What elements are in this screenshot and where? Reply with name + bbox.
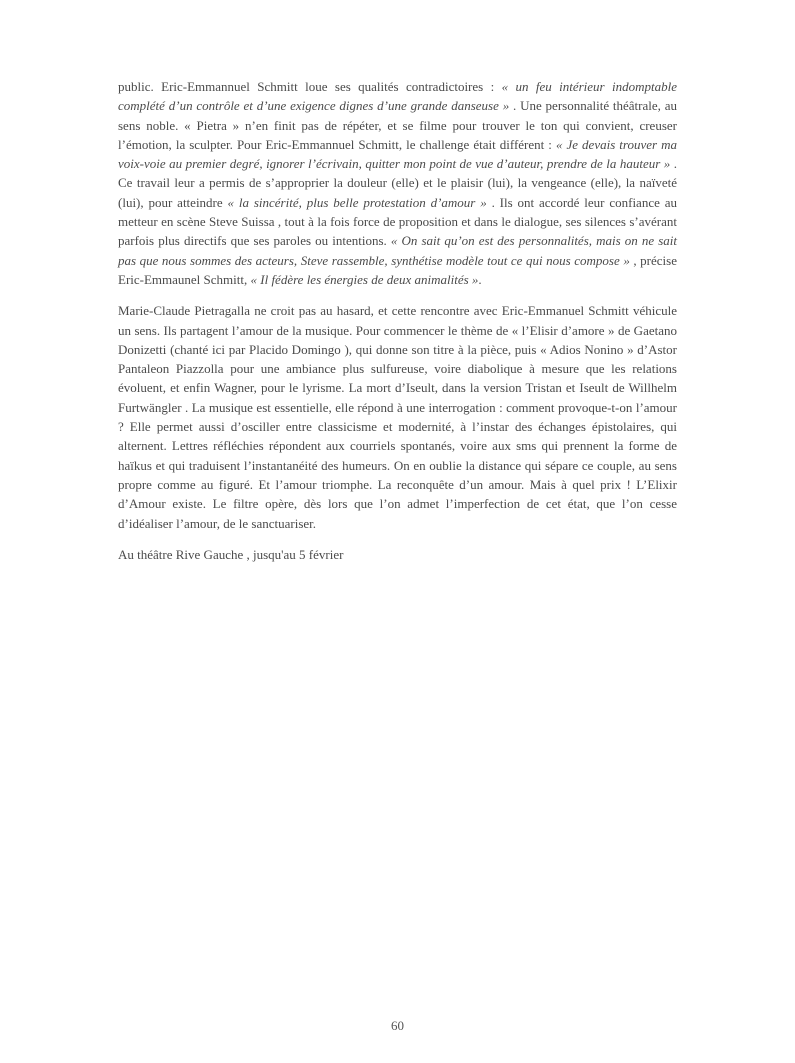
p1-text-2: . Une personnalité théâtrale, au sens noble. « Pietra » n’en finit pas de répéter, et se filme pour trouver le ton qui convient, creuser l’émotion, la sculpter. Pour Eric-Emmannuel Schmitt, le challenge était différent : — [118, 98, 677, 152]
p1-text-1: public. Eric-Emmannuel Schmitt loue ses qualités contradictoires : — [118, 79, 502, 94]
p1-text-3: . Ce travail leur a permis de s’approprier la douleur (elle) et le plaisir (lui), la vengeance (elle), la naïveté (lui), pour atteindre — [118, 156, 678, 210]
p1-quote-1: « un feu intérieur indomptable complété d’un contrôle et d’une exigence dignes d’une grande danseuse » — [118, 79, 677, 114]
page-number: 60 — [391, 1018, 404, 1033]
p1-text-5: , précise Eric-Emmaunel Schmitt, — [118, 252, 677, 287]
document-page — [118, 77, 677, 564]
paragraph-2: Marie-Claude Pietragalla ne croit pas au hasard, et cette rencontre avec Eric-Emmanuel Schmitt véhicule un sens. Ils partagent l’amour de la musique. Pour commencer le thème de « l’Elisir d’amore » de Gaetano Donizetti (chanté ici par Placido Domingo ), qui donne son titre à la pièce, puis « Adios Nonino » d’Astor Pantaleon Piazzolla pour une ambiance plus sulfureuse, voire diabolique à mesure que les relations évoluent, et enfin Wagner, pour le lyrisme. La mort d’Iseult, dans la version Tristan et Iseult de Willhelm Furtwängler . La musique est essentielle, elle répond à une interrogation : comment provoque-t-on l’amour ? Elle permet aussi d’osciller entre classicisme et modernité, à l’instar des échanges épistolaires, qui alternent. Lettres réfléchies répondent aux courriels spontanés, voire aux sms qui prennent la forme de haïkus et qui traduisent l’instantanéité des humeurs. On en oublie la distance qui sépare ce couple, au sens propre comme au figuré. Et l’amour triomphe. La reconquête d’un amour. Mais à quel prix ! L’Elixir d’Amour existe. Le filtre opère, dès lors que l’on admet l’imperfection de cet état, que l’on cesse d’idéaliser l’amour, de le sanctuariser. — [118, 303, 677, 531]
venue-line: Au théâtre Rive Gauche , jusqu'au 5 février — [118, 546, 344, 562]
p1-quote-4: « On sait qu’on est des personnalités, mais on ne sait pas que nous sommes des acteurs, Steve rassemble, synthétise modèle tout ce qui nous compose » — [118, 233, 677, 268]
p1-quote-2: « Je devais trouver ma voix-voie au premier degré, ignorer l’écrivain, quitter mon point de vue d’auteur, prendre de la hauteur » — [118, 136, 678, 172]
p1-text-4: . Ils ont accordé leur confiance au metteur en scène Steve Suissa , tout à la fois force de proposition et dans le dialogue, ses silences s’avérant parfois plus directifs que ses paroles ou intentions. — [118, 194, 677, 249]
p1-quote-3: « la sincérité, plus belle protestation d’amour » — [227, 194, 487, 210]
p1-text-6: . — [478, 271, 482, 287]
p1-quote-5: « Il fédère les énergies de deux animalités » — [250, 271, 479, 287]
paragraph-1 — [118, 77, 677, 289]
